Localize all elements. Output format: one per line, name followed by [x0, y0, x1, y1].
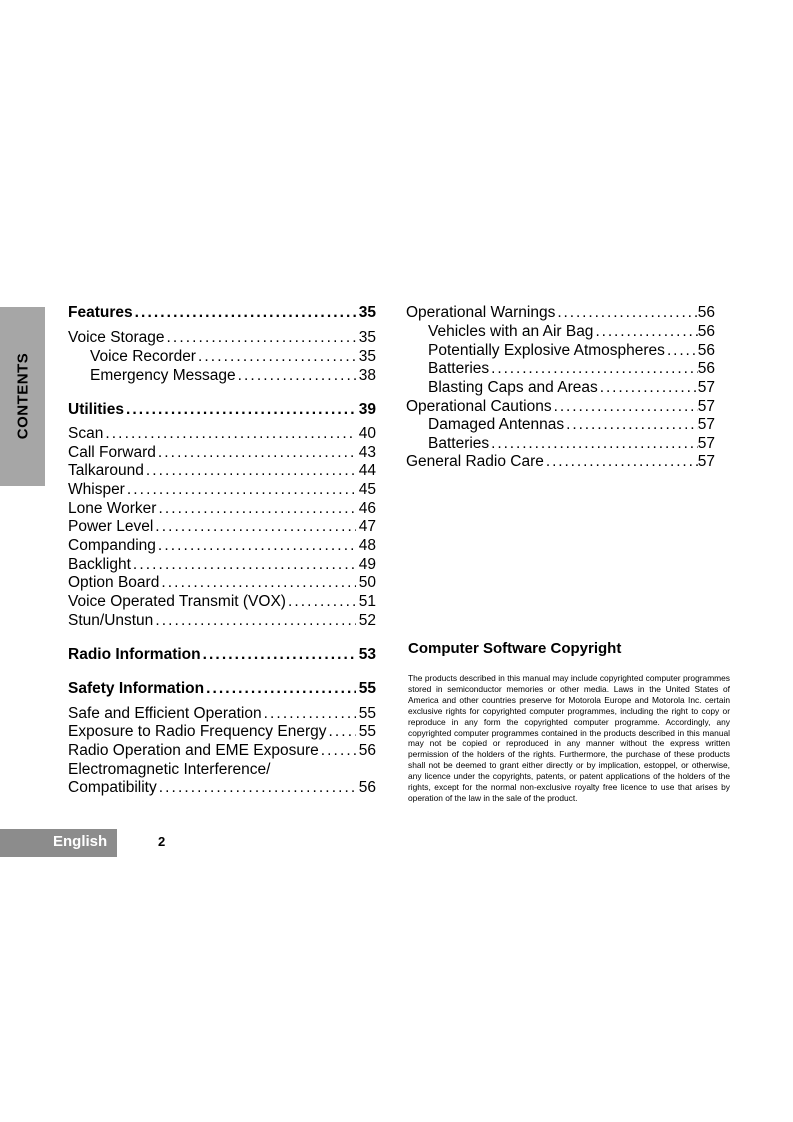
toc-entry-damaged-antennas[interactable]: Damaged Antennas ..... 57 [428, 415, 715, 434]
toc-entry-scan[interactable]: Scan ..... 40 [68, 424, 376, 443]
toc-entry-batteries-caution[interactable]: Batteries ..... 57 [428, 434, 715, 453]
toc-entry-option-board[interactable]: Option Board ..... 50 [68, 573, 376, 592]
toc-entry-general-radio-care[interactable]: General Radio Care ..... 57 [406, 452, 715, 471]
toc-entry-power-level[interactable]: Power Level ..... 47 [68, 517, 376, 536]
toc-entry-eme-exposure[interactable]: Radio Operation and EME Exposure ..... 56 [68, 741, 376, 760]
contents-tab-label: CONTENTS [14, 352, 32, 440]
toc-entry-operational-warnings[interactable]: Operational Warnings ..... 56 [406, 303, 715, 322]
toc-entry-call-forward[interactable]: Call Forward ..... 43 [68, 443, 376, 462]
toc-entry-voice-storage[interactable]: Voice Storage ..... 35 [68, 328, 376, 347]
footer-language-label: English [53, 833, 108, 850]
toc-entry-safety-information[interactable]: Safety Information ..... 55 [68, 679, 376, 698]
toc-entry-companding[interactable]: Companding ..... 48 [68, 536, 376, 555]
toc-entry-radio-information[interactable]: Radio Information ..... 53 [68, 645, 376, 664]
toc-entry-lone-worker[interactable]: Lone Worker ..... 46 [68, 499, 376, 518]
toc-entry-stun-unstun[interactable]: Stun/Unstun ..... 52 [68, 611, 376, 630]
toc-entry-blasting-caps[interactable]: Blasting Caps and Areas ..... 57 [428, 378, 715, 397]
toc-entry-air-bag[interactable]: Vehicles with an Air Bag ..... 56 [428, 322, 715, 341]
toc-entry-whisper[interactable]: Whisper ..... 45 [68, 480, 376, 499]
toc-entry-emergency-message[interactable]: Emergency Message ..... 38 [90, 366, 376, 385]
toc-entry-utilities[interactable]: Utilities ..... 39 [68, 400, 376, 419]
toc-entry-batteries-warning[interactable]: Batteries ..... 56 [428, 359, 715, 378]
toc-entry-backlight[interactable]: Backlight ..... 49 [68, 555, 376, 574]
toc-entry-compatibility[interactable]: Compatibility ..... 56 [68, 778, 376, 797]
copyright-body: The products described in this manual may include copyrighted computer programmes stored in semiconductor memories or other media. Laws in the United States of America and other countries preserve for Motorola Europe and Motorola Inc. certain exclusive rights for copyrighted computer programmes, including the right to copy or reproduce in any form the copyrighted computer programme. Accordingly, any copyrighted computer programmes contained in the products described in this manual may not be copied or reproduced in any manner without the express written permission of the holders of the rights. Furthermore, the purchase of these products shall not be deemed to grant either directly or by implication, estoppel, or otherwise, any licence under the copyrights, patents, or patent applications of the holders of the rights, except for the normal non-exclusive royalty free licence to use that arises by operation of the law in the sale of the product. [408, 673, 730, 803]
toc-entry-features[interactable]: Features ..... 35 [68, 303, 376, 322]
footer-page-number: 2 [158, 834, 166, 849]
toc-entry-emi-line1: Electromagnetic Interference/ [68, 761, 271, 778]
toc-entry-talkaround[interactable]: Talkaround ..... 44 [68, 461, 376, 480]
copyright-heading: Computer Software Copyright [408, 640, 622, 657]
toc-entry-operational-cautions[interactable]: Operational Cautions ..... 57 [406, 397, 715, 416]
toc-entry-vox[interactable]: Voice Operated Transmit (VOX) ..... 51 [68, 592, 376, 611]
toc-entry-explosive-atmospheres[interactable]: Potentially Explosive Atmospheres ..... 56 [428, 341, 715, 360]
toc-entry-rf-exposure[interactable]: Exposure to Radio Frequency Energy ..... 55 [68, 722, 376, 741]
toc-entry-voice-recorder[interactable]: Voice Recorder ..... 35 [90, 347, 376, 366]
toc-entry-safe-operation[interactable]: Safe and Efficient Operation ..... 55 [68, 704, 376, 723]
